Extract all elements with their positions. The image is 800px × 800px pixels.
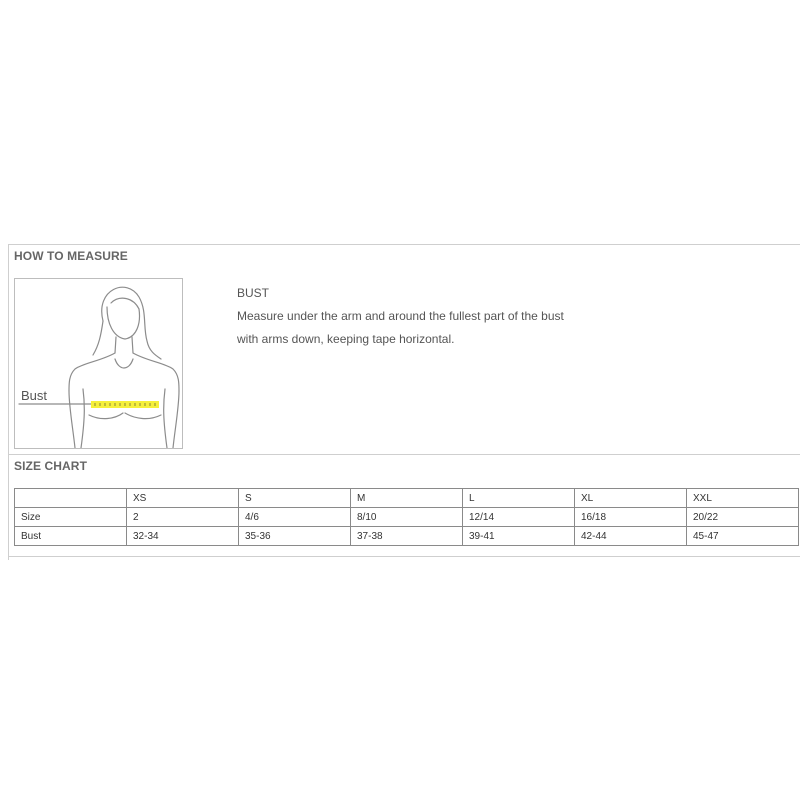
table-row: [15, 527, 799, 546]
instruction-line-1: Measure under the arm and around the fullest part of the bust: [237, 309, 564, 323]
row-label-bust: Bust: [15, 527, 127, 546]
size-guide-panel: [8, 244, 800, 560]
table-cell: 45-47: [687, 527, 799, 546]
table-row: [15, 508, 799, 527]
header-cell-xxl: XXL: [687, 489, 799, 508]
header-cell-s: S: [239, 489, 351, 508]
header-cell-m: M: [351, 489, 463, 508]
size-chart-heading: SIZE CHART: [14, 459, 87, 473]
table-header-row: [15, 489, 799, 508]
table-cell: 16/18: [575, 508, 687, 527]
middle-divider: [9, 454, 800, 455]
top-divider: [9, 244, 800, 245]
table-cell: 35-36: [239, 527, 351, 546]
bust-measurement-figure: [14, 278, 183, 449]
table-cell: 8/10: [351, 508, 463, 527]
table-cell: 12/14: [463, 508, 575, 527]
row-label-size: Size: [15, 508, 127, 527]
table-cell: 39-41: [463, 527, 575, 546]
table-cell: 4/6: [239, 508, 351, 527]
table-cell: 2: [127, 508, 239, 527]
header-cell-xl: XL: [575, 489, 687, 508]
header-cell-blank: [15, 489, 127, 508]
table-cell: 42-44: [575, 527, 687, 546]
table-cell: 32-34: [127, 527, 239, 546]
size-chart-table: [14, 488, 799, 546]
table-cell: 37-38: [351, 527, 463, 546]
header-cell-xs: XS: [127, 489, 239, 508]
measurement-description: [237, 282, 637, 351]
bottom-divider: [9, 556, 800, 557]
table-cell: 20/22: [687, 508, 799, 527]
header-cell-l: L: [463, 489, 575, 508]
measurement-title: BUST: [237, 286, 270, 300]
instruction-line-2: with arms down, keeping tape horizontal.: [237, 332, 455, 346]
bust-figure-label: Bust: [21, 388, 48, 403]
how-to-measure-heading: HOW TO MEASURE: [14, 249, 128, 263]
woman-silhouette-illustration: [15, 279, 182, 448]
